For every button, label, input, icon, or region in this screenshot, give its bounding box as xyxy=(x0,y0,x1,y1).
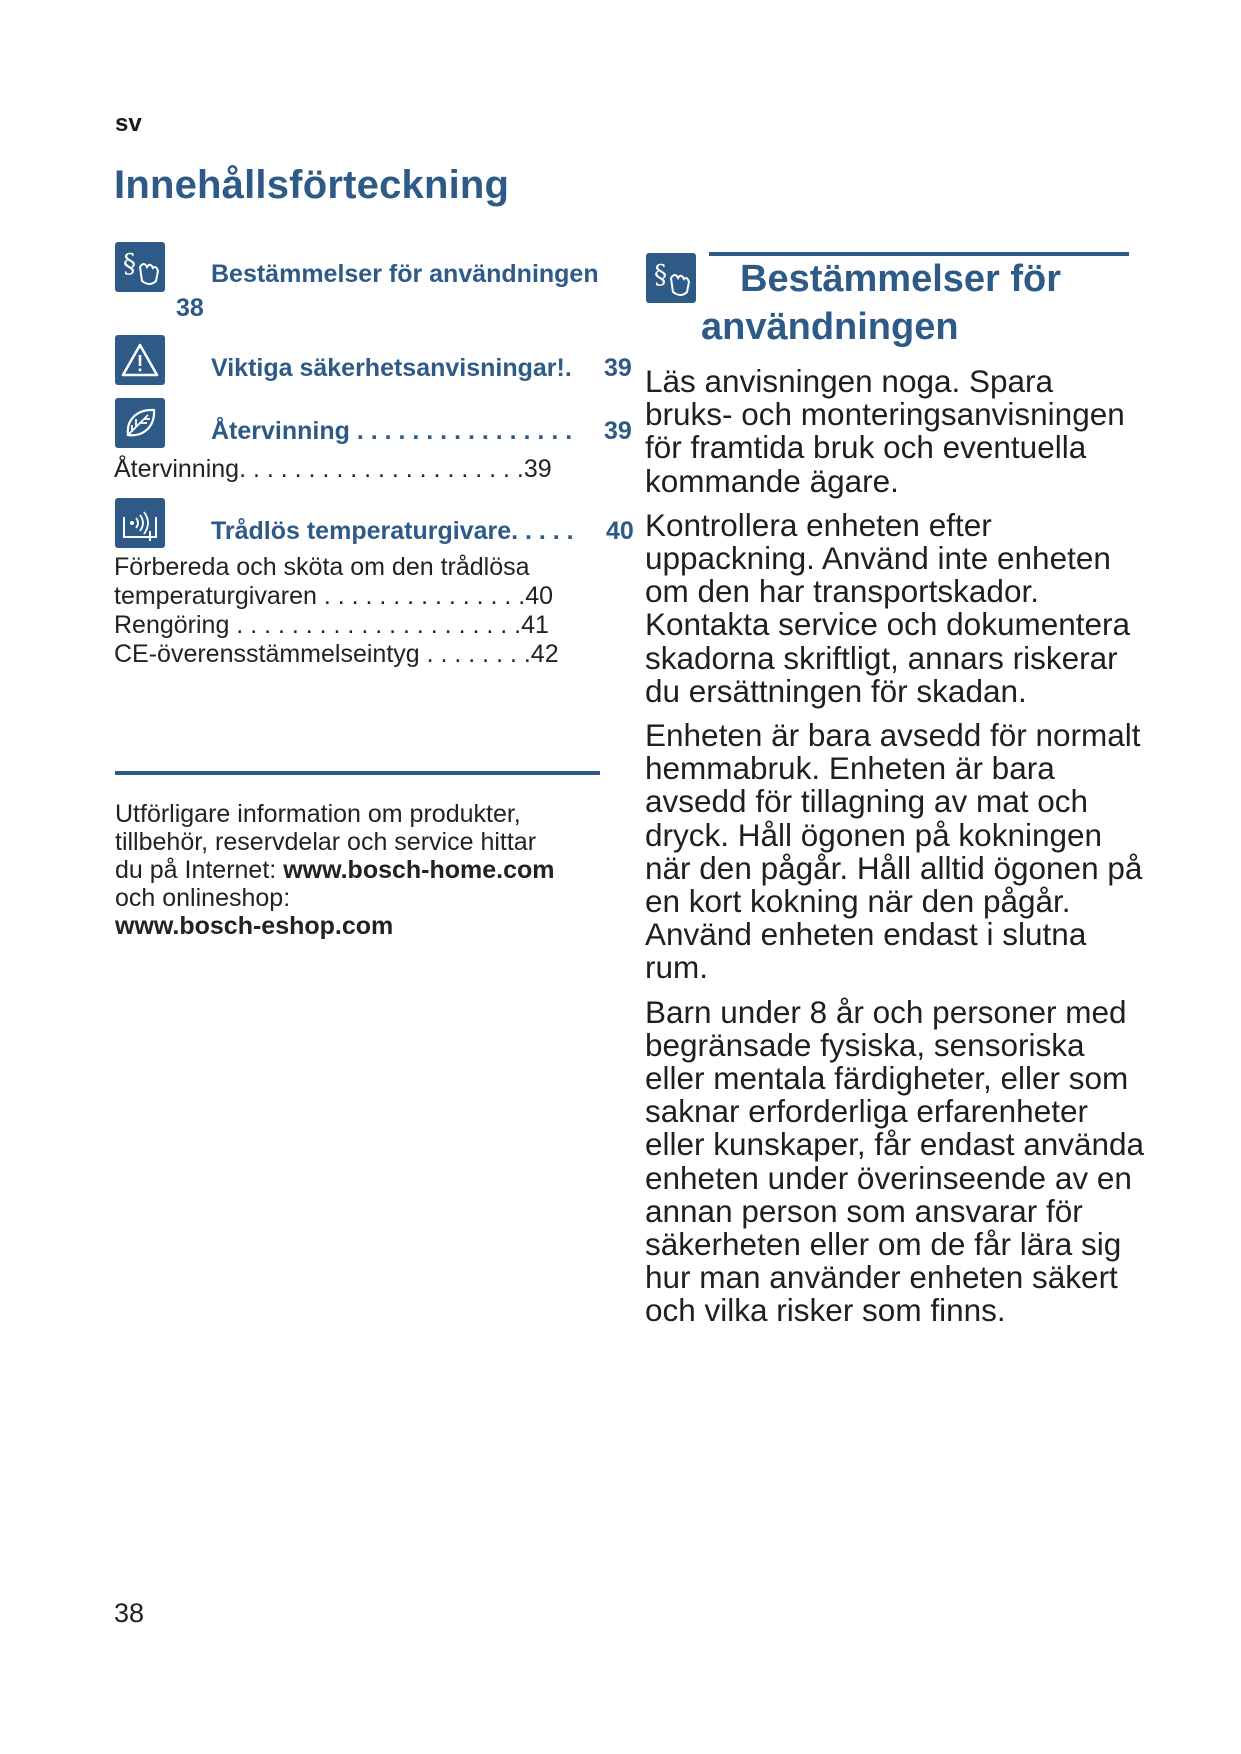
section-title: Bestämmelser för xyxy=(740,258,1062,300)
toc-subentry[interactable]: temperaturgivaren . . . . . . . . . . . . . . .40 xyxy=(114,582,554,610)
shop-link[interactable]: www.bosch-eshop.com xyxy=(115,912,394,940)
toc-subentry[interactable]: Återvinning. . . . . . . . . . . . . . . . . . . . .39 xyxy=(114,455,552,483)
toc-heading-bestammelser[interactable]: Bestämmelser för användningen xyxy=(211,260,599,288)
paragraph-hand-icon xyxy=(115,242,165,292)
recycling-leaf-icon xyxy=(115,398,165,448)
website-link[interactable]: www.bosch-home.com xyxy=(283,856,555,884)
paragraph: Kontrollera enheten efter uppackning. Använd inte enheten om den har transportskador. Kontakta service och dokumentera skadorna skriftligt, annars riskerar du ersättningen för skadan. xyxy=(645,506,1131,709)
paragraph: Läs anvisningen noga. Spara bruks- och monteringsanvisningen för framtida bruk och eventuella kommande ägare. xyxy=(645,363,1125,499)
page-number: 38 xyxy=(114,1598,145,1628)
toc-subentry[interactable]: Rengöring . . . . . . . . . . . . . . . . . . . . .41 xyxy=(114,611,549,639)
info-line: Utförligare information om produkter, xyxy=(115,800,521,828)
info-line xyxy=(115,856,615,884)
info-block xyxy=(115,800,615,940)
toc-heading-atervinning[interactable]: Återvinning . . . . . . . . . . . . . . . . xyxy=(211,417,573,445)
toc-heading-sakerhet[interactable]: Viktiga säkerhetsanvisningar!. xyxy=(211,354,572,382)
toc-title: Innehållsförteckning xyxy=(114,163,510,207)
toc-page-40: 40 xyxy=(606,517,634,545)
toc-page-39b: 39 xyxy=(604,417,632,445)
paragraph-hand-icon xyxy=(646,253,696,303)
toc-subentry[interactable]: Förbereda och sköta om den trådlösa xyxy=(114,553,530,581)
toc-page-39a: 39 xyxy=(604,354,632,382)
svg-text:§: § xyxy=(123,249,136,279)
paragraph: Barn under 8 år och personer med begränsade fysiska, sensoriska eller mentala färdigheter, eller som saknar erforderliga erfarenheter eller kunskaper, får endast använda enheten under överinseende av en annan person som ansvarar för säkerheten eller om de får lära sig hur man använder enheten säkert och vilka risker som finns. xyxy=(645,993,1145,1329)
divider xyxy=(115,771,600,775)
toc-page-38: 38 xyxy=(176,294,204,322)
toc-heading-tradlos[interactable]: Trådlös temperaturgivare. . . . . xyxy=(211,517,574,545)
wireless-sensor-icon xyxy=(115,498,165,548)
info-line xyxy=(115,912,615,940)
info-line: tillbehör, reservdelar och service hittar xyxy=(115,828,537,856)
info-prefix: du på Internet: xyxy=(115,856,284,884)
warning-triangle-icon xyxy=(115,335,165,385)
section-body xyxy=(645,365,1145,1339)
section-rule xyxy=(709,252,1129,256)
info-line: och onlineshop: xyxy=(115,884,291,912)
section-title-cont: användningen xyxy=(701,306,959,348)
svg-text:§: § xyxy=(654,260,667,290)
paragraph: Enheten är bara avsedd för normalt hemmabruk. Enheten är bara avsedd för tillagning av mat och dryck. Håll ögonen på kokningen när den pågår. Håll alltid ögonen på en kort kokning när den pågår. Använd enheten endast i slutna rum. xyxy=(645,717,1143,986)
language-code: sv xyxy=(115,110,142,137)
toc-subentry[interactable]: CE-överensstämmelseintyg . . . . . . . .42 xyxy=(114,640,559,668)
